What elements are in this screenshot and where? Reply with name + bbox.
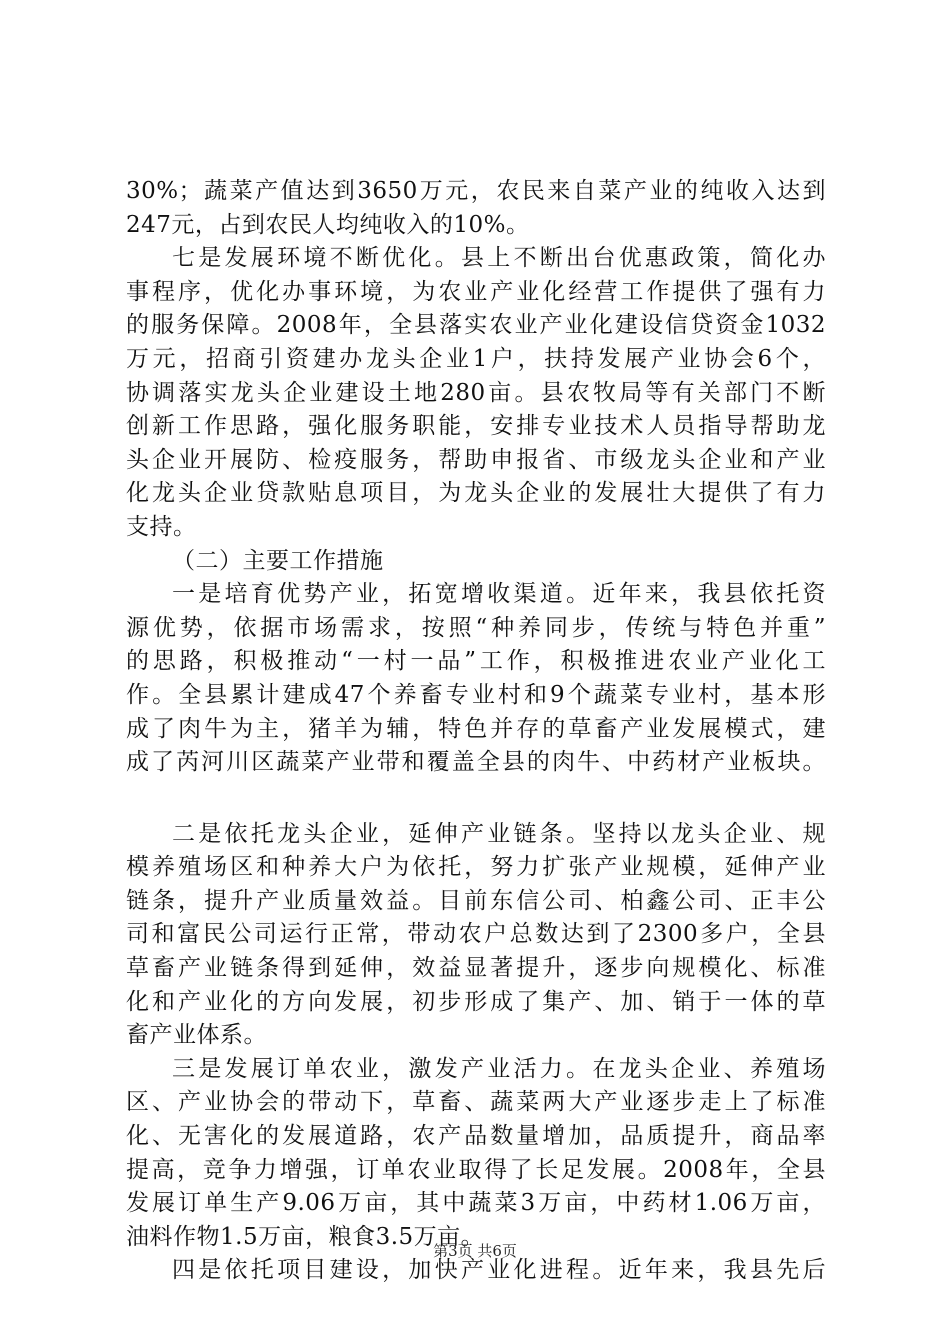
text-line: 油料作物1.5万亩，粮食3.5万亩。 — [126, 1223, 485, 1250]
text-line: 创新工作思路，强化服务职能，安排专业技术人员指导帮助龙 — [126, 413, 826, 440]
text-line: 成了肉牛为主，猪羊为辅，特色并存的草畜产业发展模式，建 — [126, 715, 826, 742]
paragraph-start-line: 七是发展环境不断优化。县上不断出台优惠政策，简化办 — [172, 245, 826, 272]
text-line: 的思路，积极推动“一村一品”工作，积极推进农业产业化工 — [126, 648, 826, 675]
paragraph-start-line: 二是依托龙头企业，延伸产业链条。坚持以龙头企业、规 — [172, 820, 826, 847]
text-line: 万元，招商引资建办龙头企业1户，扶持发展产业协会6个， — [126, 345, 826, 372]
text-line: 支持。 — [126, 513, 197, 540]
text-line: 作。全县累计建成47个养畜专业村和9个蔬菜专业村，基本形 — [126, 681, 826, 708]
document-body — [126, 175, 826, 1288]
text-line: 发展订单生产9.06万亩，其中蔬菜3万亩，中药材1.06万亩， — [126, 1190, 826, 1217]
text-line: 化龙头企业贷款贴息项目，为龙头企业的发展壮大提供了有力 — [126, 480, 826, 507]
page-footer: 第3页 共6页 — [433, 1242, 517, 1260]
text-line: 链条，提升产业质量效益。目前东信公司、柏鑫公司、正丰公 — [126, 887, 826, 914]
paragraph-start-line: 四是依托项目建设，加快产业化进程。近年来，我县先后 — [172, 1257, 826, 1284]
text-line: 化和产业化的方向发展，初步形成了集产、加、销于一体的草 — [126, 988, 826, 1015]
text-line: 事程序，优化办事环境，为农业产业化经营工作提供了强有力 — [126, 278, 826, 305]
text-line: 30%；蔬菜产值达到3650万元，农民来自菜产业的纯收入达到 — [126, 178, 826, 204]
text-line: 源优势，依据市场需求，按照“种养同步，传统与特色并重” — [126, 614, 826, 641]
text-line: 畜产业体系。 — [126, 1022, 267, 1049]
text-line: 区、产业协会的带动下，草畜、蔬菜两大产业逐步走上了标准 — [126, 1089, 826, 1116]
text-line: 协调落实龙头企业建设土地280亩。县农牧局等有关部门不断 — [126, 379, 826, 406]
text-line: 头企业开展防、检疫服务，帮助申报省、市级龙头企业和产业 — [126, 446, 826, 473]
text-line: 的服务保障。2008年，全县落实农业产业化建设信贷资金1032 — [126, 312, 826, 339]
paragraph-gap — [126, 780, 826, 818]
text-line: 司和富民公司运行正常，带动农户总数达到了2300多户，全县 — [126, 921, 826, 948]
text-line: 草畜产业链条得到延伸，效益显著提升，逐步向规模化、标准 — [126, 955, 826, 982]
text-line: 模养殖场区和种养大户为依托，努力扩张产业规模，延伸产业 — [126, 854, 826, 881]
paragraph-start-line: 三是发展订单农业，激发产业活力。在龙头企业、养殖场 — [172, 1055, 826, 1082]
paragraph-start-line: 一是培育优势产业，拓宽增收渠道。近年来，我县依托资 — [172, 581, 826, 608]
text-line: 247元，占到农民人均纯收入的10%。 — [126, 211, 530, 238]
text-line: 提高，竞争力增强，订单农业取得了长足发展。2008年，全县 — [126, 1156, 826, 1183]
section-heading: （二）主要工作措施 — [172, 547, 384, 574]
text-line: 化、无害化的发展道路，农产品数量增加，品质提升，商品率 — [126, 1123, 826, 1150]
text-line: 成了芮河川区蔬菜产业带和覆盖全县的肉牛、中药材产业板块。 — [126, 749, 826, 776]
